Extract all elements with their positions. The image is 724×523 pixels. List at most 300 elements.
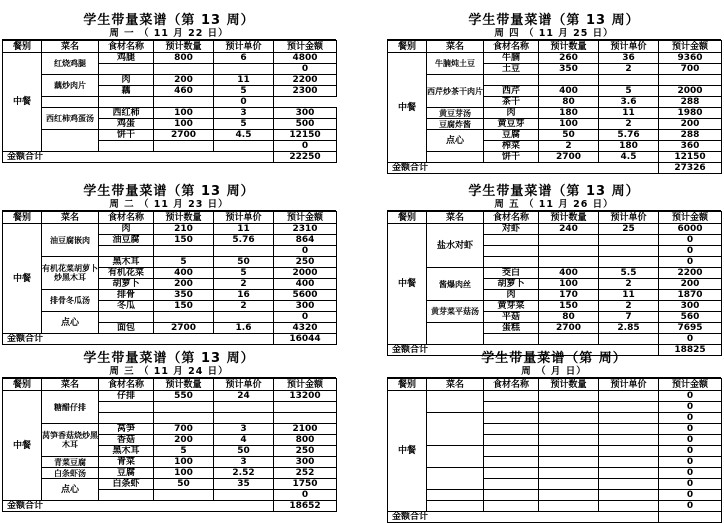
ingredient-cell: 黑木耳	[99, 257, 154, 268]
quantity-cell: 460	[154, 86, 214, 97]
quantity-cell: 200	[154, 279, 214, 290]
unit-price-cell: 2	[599, 279, 659, 290]
ingredient-cell	[99, 490, 154, 501]
column-header: 餐别	[3, 379, 42, 391]
unit-price-cell: 2	[214, 279, 274, 290]
dish-name-cell	[427, 391, 484, 413]
unit-price-cell: 25	[599, 224, 659, 235]
quantity-cell	[539, 479, 599, 490]
ingredient-cell	[99, 246, 154, 257]
meal-category-cell: 中餐	[3, 224, 42, 334]
column-header: 预计金额	[659, 212, 722, 224]
table-row	[388, 224, 722, 235]
dish-name-cell	[427, 446, 484, 468]
dish-name-cell: 红烧鸡腿	[42, 53, 99, 75]
ingredient-cell: 豆腐	[99, 468, 154, 479]
quantity-cell: 150	[154, 235, 214, 246]
amount-cell: 1980	[659, 108, 722, 119]
column-header: 餐别	[388, 41, 427, 53]
ingredient-cell: 对虾	[484, 224, 539, 235]
ingredient-cell: 牛腩	[484, 53, 539, 64]
table-row	[3, 479, 337, 490]
quantity-cell: 400	[539, 86, 599, 97]
total-amount: 16044	[274, 334, 337, 345]
amount-cell: 300	[274, 457, 337, 468]
meal-category-cell: 中餐	[388, 391, 427, 512]
quantity-cell: 50	[154, 479, 214, 490]
quantity-cell: 100	[154, 108, 214, 119]
quantity-cell	[539, 75, 599, 86]
unit-price-cell: 2	[599, 119, 659, 130]
amount-cell: 0	[659, 501, 722, 512]
total-amount: 22250	[274, 152, 337, 163]
quantity-cell: 100	[539, 119, 599, 130]
table-row	[388, 413, 722, 424]
ingredient-cell: 黄豆芽	[484, 119, 539, 130]
unit-price-cell	[214, 312, 274, 323]
unit-price-cell: 180	[599, 141, 659, 152]
dish-name-cell	[427, 490, 484, 501]
dish-name-cell: 白条虾汤	[42, 468, 99, 479]
ingredient-cell: 黄芽菜	[484, 301, 539, 312]
quantity-cell: 150	[154, 301, 214, 312]
table-row	[3, 468, 337, 479]
unit-price-cell: 6	[214, 53, 274, 64]
total-row	[3, 152, 337, 163]
ingredient-cell	[99, 141, 154, 152]
unit-price-cell: 11	[599, 108, 659, 119]
meal-category-cell: 中餐	[388, 53, 427, 163]
column-header: 预计单价	[599, 379, 659, 391]
amount-cell: 12150	[659, 152, 722, 163]
ingredient-cell: 蛋糕	[484, 323, 539, 334]
dish-name-cell: 牛腩炖土豆	[427, 53, 484, 75]
dish-name-cell: 糖醋仔排	[42, 391, 99, 424]
quantity-cell	[539, 435, 599, 446]
ingredient-cell: 青菜	[99, 457, 154, 468]
ingredient-cell	[484, 479, 539, 490]
table-row	[388, 152, 722, 163]
amount-cell: 288	[659, 130, 722, 141]
unit-price-cell	[214, 141, 274, 152]
unit-price-cell: 2.52	[214, 468, 274, 479]
quantity-cell	[154, 246, 214, 257]
unit-price-cell: 11	[599, 290, 659, 301]
amount-cell: 0	[659, 490, 722, 501]
unit-price-cell: 4	[214, 435, 274, 446]
column-header: 餐别	[388, 212, 427, 224]
quantity-cell: 350	[154, 290, 214, 301]
unit-price-cell: 5.5	[599, 268, 659, 279]
total-row	[388, 163, 722, 174]
menu-title: 学生带量菜谱（第 13 周）	[83, 184, 255, 199]
amount-cell: 200	[659, 119, 722, 130]
quantity-cell	[154, 413, 214, 424]
amount-cell: 2300	[274, 86, 337, 97]
unit-price-cell: 24	[214, 391, 274, 402]
amount-cell: 7695	[659, 323, 722, 334]
quantity-cell	[539, 257, 599, 268]
table-row	[3, 108, 337, 119]
amount-cell: 0	[659, 402, 722, 413]
table-row	[388, 468, 722, 479]
unit-price-cell	[599, 501, 659, 512]
menu-grid	[387, 211, 722, 356]
table-row	[388, 130, 722, 141]
menu-table	[387, 14, 721, 174]
week-date-line: 周 三 （ 11 月 24 日）	[2, 366, 336, 378]
menu-title: 学生带量菜谱（第 13 周）	[468, 184, 640, 199]
ingredient-cell	[484, 235, 539, 246]
table-row	[3, 424, 337, 435]
menu-table	[2, 14, 336, 163]
amount-cell: 0	[659, 391, 722, 402]
dish-name-cell: 油豆腐嵌肉	[42, 224, 99, 257]
total-row	[3, 334, 337, 345]
amount-cell: 0	[274, 64, 337, 75]
ingredient-cell: 面包	[99, 323, 154, 334]
unit-price-cell	[214, 413, 274, 424]
quantity-cell: 5	[154, 446, 214, 457]
table-row	[388, 108, 722, 119]
quantity-cell: 800	[154, 53, 214, 64]
unit-price-cell: 11	[214, 75, 274, 86]
table-row	[388, 75, 722, 86]
quantity-cell	[539, 457, 599, 468]
table-row	[388, 391, 722, 402]
ingredient-cell: 鸡腿	[99, 53, 154, 64]
menu-grid	[2, 378, 337, 512]
unit-price-cell: 4.5	[214, 130, 274, 141]
unit-price-cell: 5.76	[214, 235, 274, 246]
unit-price-cell	[599, 424, 659, 435]
quantity-cell	[154, 141, 214, 152]
column-header: 食材名称	[99, 379, 154, 391]
amount-cell: 12150	[274, 130, 337, 141]
quantity-cell: 80	[539, 97, 599, 108]
amount-cell: 4800	[274, 53, 337, 64]
column-header: 预计单价	[214, 379, 274, 391]
dish-name-cell: 点心	[427, 130, 484, 152]
quantity-cell	[539, 501, 599, 512]
menu-grid	[387, 378, 722, 523]
table-row	[3, 457, 337, 468]
ingredient-cell: 香菇	[99, 435, 154, 446]
amount-cell: 0	[659, 424, 722, 435]
quantity-cell: 550	[154, 391, 214, 402]
week-date-line: 周 （ 月 日）	[387, 366, 721, 378]
unit-price-cell	[599, 413, 659, 424]
amount-cell: 250	[274, 446, 337, 457]
quantity-cell: 2700	[539, 323, 599, 334]
week-date-line: 周 一 （ 11 月 22 日）	[2, 28, 336, 40]
unit-price-cell	[599, 75, 659, 86]
table-row	[3, 97, 337, 108]
header-row	[388, 212, 722, 224]
menu-title: 学生带量菜谱（第 13 周）	[468, 13, 640, 28]
header-row	[3, 41, 337, 53]
column-header: 菜名	[42, 41, 99, 53]
dish-name-cell: 点心	[42, 479, 99, 501]
amount-cell: 250	[274, 257, 337, 268]
table-row	[388, 268, 722, 279]
table-row	[3, 312, 337, 323]
dish-name-cell: 有机花菜胡萝卜炒黑木耳	[42, 257, 99, 290]
dish-name-cell	[42, 130, 99, 152]
unit-price-cell: 16	[214, 290, 274, 301]
ingredient-cell: 西红柿	[99, 108, 154, 119]
unit-price-cell: 5	[214, 119, 274, 130]
quantity-cell: 2700	[539, 152, 599, 163]
unit-price-cell	[599, 402, 659, 413]
ingredient-cell	[484, 75, 539, 86]
menu-grid	[2, 211, 337, 345]
unit-price-cell	[599, 490, 659, 501]
quantity-cell: 2	[539, 141, 599, 152]
week-date-line: 周 二 （ 11 月 23 日）	[2, 199, 336, 211]
amount-cell: 9360	[659, 53, 722, 64]
column-header: 预计数量	[154, 41, 214, 53]
ingredient-cell	[42, 97, 99, 108]
ingredient-cell	[99, 312, 154, 323]
table-row	[3, 75, 337, 86]
unit-price-cell: 3	[214, 424, 274, 435]
unit-price-cell: 3	[214, 457, 274, 468]
quantity-cell	[539, 446, 599, 457]
amount-cell: 300	[274, 301, 337, 312]
ingredient-cell: 饼干	[484, 152, 539, 163]
menu-grid	[387, 40, 722, 174]
quantity-cell: 2700	[154, 130, 214, 141]
ingredient-cell: 饼干	[99, 130, 154, 141]
dish-name-cell	[427, 413, 484, 446]
unit-price-cell: 2.85	[599, 323, 659, 334]
dish-name-cell: 盐水对虾	[427, 224, 484, 268]
total-label: 金额合计	[388, 163, 659, 174]
amount-cell: 0	[659, 257, 722, 268]
column-header: 预计数量	[539, 212, 599, 224]
ingredient-cell: 胡萝卜	[484, 279, 539, 290]
quantity-cell: 5	[154, 257, 214, 268]
table-row	[388, 53, 722, 64]
menu-table	[2, 352, 336, 512]
total-amount: 18825	[659, 345, 722, 356]
meal-category-cell: 中餐	[3, 391, 42, 501]
menu-table	[2, 185, 336, 345]
amount-cell: 300	[659, 301, 722, 312]
amount-cell: 864	[274, 235, 337, 246]
meal-category-cell: 中餐	[388, 224, 427, 345]
total-amount: 18652	[274, 501, 337, 512]
quantity-cell	[539, 490, 599, 501]
quantity-cell: 50	[539, 130, 599, 141]
ingredient-cell: 豆腐	[484, 130, 539, 141]
total-row	[3, 501, 337, 512]
amount-cell: 5600	[274, 290, 337, 301]
quantity-cell: 400	[539, 268, 599, 279]
ingredient-cell: 平菇	[484, 312, 539, 323]
ingredient-cell: 油豆腐	[99, 235, 154, 246]
amount-cell: 1750	[274, 479, 337, 490]
table-row	[3, 130, 337, 141]
column-header: 预计金额	[274, 212, 337, 224]
quantity-cell: 260	[539, 53, 599, 64]
unit-price-cell	[154, 97, 214, 108]
total-amount: 27326	[659, 163, 722, 174]
unit-price-cell: 3.6	[599, 97, 659, 108]
unit-price-cell: 5	[214, 268, 274, 279]
quantity-cell	[539, 334, 599, 345]
table-row	[3, 290, 337, 301]
ingredient-cell	[484, 402, 539, 413]
ingredient-cell	[484, 446, 539, 457]
amount-cell: 2310	[274, 224, 337, 235]
quantity-cell	[99, 97, 154, 108]
amount-cell: 0	[659, 468, 722, 479]
quantity-cell	[154, 312, 214, 323]
menu-grid	[2, 40, 337, 163]
ingredient-cell: 莴笋	[99, 424, 154, 435]
ingredient-cell: 茶干	[484, 97, 539, 108]
quantity-cell: 80	[539, 312, 599, 323]
total-label: 金额合计	[3, 501, 274, 512]
amount-cell: 800	[274, 435, 337, 446]
column-header: 预计数量	[154, 379, 214, 391]
table-row	[388, 119, 722, 130]
amount-cell: 0	[274, 246, 337, 257]
amount-cell: 2100	[274, 424, 337, 435]
amount-cell	[274, 413, 337, 424]
ingredient-cell: 肉	[484, 290, 539, 301]
table-row	[388, 446, 722, 457]
amount-cell: 560	[659, 312, 722, 323]
quantity-cell: 350	[539, 64, 599, 75]
quantity-cell	[154, 402, 214, 413]
ingredient-cell: 西芹	[484, 86, 539, 97]
column-header: 预计单价	[599, 41, 659, 53]
ingredient-cell	[99, 64, 154, 75]
quantity-cell	[154, 490, 214, 501]
amount-cell	[274, 402, 337, 413]
dish-name-cell: 藕炒肉片	[42, 75, 99, 97]
dish-name-cell: 豆腐炸酱	[427, 119, 484, 130]
dish-name-cell: 黄芽菜平菇汤	[427, 301, 484, 323]
unit-price-cell	[214, 490, 274, 501]
amount-cell: 0	[659, 479, 722, 490]
dish-name-cell	[427, 468, 484, 490]
table-row	[388, 301, 722, 312]
unit-price-cell	[599, 391, 659, 402]
ingredient-cell: 排骨	[99, 290, 154, 301]
quantity-cell: 180	[539, 108, 599, 119]
total-label: 金额合计	[388, 345, 659, 356]
ingredient-cell	[484, 468, 539, 479]
header-row	[3, 212, 337, 224]
column-header: 预计单价	[214, 212, 274, 224]
column-header: 菜名	[427, 41, 484, 53]
dish-name-cell: 酱爆肉丝	[427, 268, 484, 301]
column-header: 餐别	[3, 212, 42, 224]
quantity-cell	[539, 235, 599, 246]
unit-price-cell: 36	[599, 53, 659, 64]
week-date-line: 周 五 （ 11 月 26 日）	[387, 199, 721, 211]
amount-cell: 13200	[274, 391, 337, 402]
quantity-cell: 200	[154, 75, 214, 86]
ingredient-cell	[484, 457, 539, 468]
ingredient-cell	[484, 334, 539, 345]
amount-cell: 0	[659, 235, 722, 246]
ingredient-cell	[484, 435, 539, 446]
dish-name-cell: 排骨冬瓜汤	[42, 290, 99, 312]
dish-name-cell: 点心	[42, 312, 99, 334]
unit-price-cell: 35	[214, 479, 274, 490]
amount-cell: 1870	[659, 290, 722, 301]
table-row	[388, 323, 722, 334]
unit-price-cell	[599, 446, 659, 457]
unit-price-cell: 5.76	[599, 130, 659, 141]
quantity-cell	[539, 413, 599, 424]
total-label: 金额合计	[388, 512, 659, 523]
ingredient-cell: 胡萝卜	[99, 279, 154, 290]
column-header: 食材名称	[484, 379, 539, 391]
column-header: 预计金额	[659, 41, 722, 53]
column-header: 预计数量	[539, 379, 599, 391]
ingredient-cell: 榨菜	[484, 141, 539, 152]
unit-price-cell: 7	[599, 312, 659, 323]
amount-cell: 0	[659, 457, 722, 468]
amount-cell: 2200	[274, 75, 337, 86]
dish-name-cell: 黄豆芽汤	[427, 108, 484, 119]
column-header: 菜名	[42, 379, 99, 391]
amount-cell: 0	[659, 446, 722, 457]
amount-cell: 0	[274, 312, 337, 323]
quantity-cell: 200	[154, 435, 214, 446]
menu-title: 学生带量菜谱（第 周）	[481, 351, 627, 366]
column-header: 食材名称	[484, 212, 539, 224]
unit-price-cell: 5	[214, 86, 274, 97]
amount-cell: 400	[274, 279, 337, 290]
quantity-cell: 150	[539, 301, 599, 312]
dish-name-cell: 莴笋香菇烧炒黑木耳	[42, 424, 99, 457]
ingredient-cell	[484, 501, 539, 512]
ingredient-cell	[484, 490, 539, 501]
dish-name-cell	[427, 501, 484, 512]
unit-price-cell: 5	[599, 86, 659, 97]
ingredient-cell	[484, 246, 539, 257]
quantity-cell: 2700	[154, 323, 214, 334]
ingredient-cell: 茭白	[484, 268, 539, 279]
column-header: 餐别	[388, 379, 427, 391]
amount-cell: 4320	[274, 323, 337, 334]
quantity-cell	[539, 391, 599, 402]
column-header: 菜名	[42, 212, 99, 224]
unit-price-cell	[599, 257, 659, 268]
amount-cell	[659, 75, 722, 86]
quantity-cell	[154, 64, 214, 75]
amount-cell: 0	[659, 246, 722, 257]
meal-category-cell: 中餐	[3, 53, 42, 152]
ingredient-cell: 仔排	[99, 391, 154, 402]
table-row	[3, 224, 337, 235]
ingredient-cell	[484, 391, 539, 402]
menu-table	[387, 352, 721, 523]
ingredient-cell: 肉	[99, 75, 154, 86]
quantity-cell	[539, 246, 599, 257]
ingredient-cell: 肉	[484, 108, 539, 119]
quantity-cell	[539, 402, 599, 413]
amount-cell: 2000	[659, 86, 722, 97]
quantity-cell: 100	[539, 279, 599, 290]
